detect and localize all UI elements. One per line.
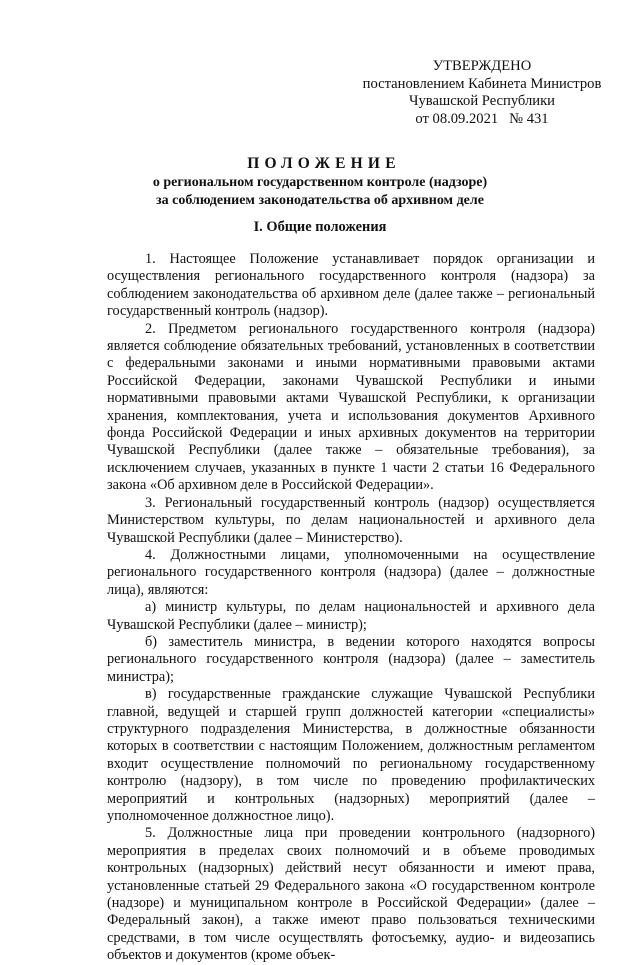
paragraph: 3. Региональный государственный контроль (надзор) осуществляется Министерством культуры, по делам национальностей и архивного дела Чувашской Республики (далее – Министерство). — [107, 494, 595, 546]
document-body — [107, 251, 595, 965]
document-subtitle-line: о региональном государственном контроле (надзоре) — [152, 175, 488, 190]
list-item: а) министр культуры, по делам национальностей и архивного дела Чувашской Республики (далее – министр); — [107, 599, 595, 633]
approval-line: УТВЕРЖДЕНО — [432, 58, 532, 74]
section-heading: I. Общие положения — [253, 219, 387, 235]
approval-line: Чувашской Республики — [409, 93, 555, 109]
paragraph: 5. Должностные лица при проведении контрольного (надзорного) мероприятия в пределах своих полномочий и в объеме проводимых контрольных (надзорных) действий несут обязанности и имеют права, установленные статьей 29 Федерального закона «О государственном контроле (надзоре) и муниципальном контроле в Российской Федерации» (далее – Федеральный закон), а также имеют право пользоваться техническими средствами, в том числе осуществлять фотосъемку, аудио- и видеозапись объектов и документов (кроме объек- — [107, 825, 595, 964]
approval-line: постановлением Кабинета Министров — [362, 75, 602, 92]
document-title-block — [0, 154, 640, 210]
paragraph: 2. Предметом регионального государственного контроля (надзора) является соблюдение обязательных требований, установленных в соответствии с федеральными законами и иными нормативными правовыми актами Российской Федерации, законами Чувашской Республики и иными нормативными правовыми актами Чувашской Республики, к организации хранения, комплектования, учета и использования документов Архивного фонда Российской Федерации и иных архивных документов на территории Чувашской Республики (далее также – обязательные требования), за исключением случаев, указанных в пункте 1 части 2 статьи 16 Федерального закона «Об архивном деле в Российской Федерации». — [107, 320, 595, 494]
approval-stamp-block — [357, 58, 607, 128]
list-item: б) заместитель министра, в ведении которого находятся вопросы регионального государственного контроля (надзора) (далее – заместитель министра); — [107, 633, 595, 685]
document-subtitle-line: за соблюдением законодательства об архивном деле — [156, 193, 484, 208]
list-item: в) государственные гражданские служащие Чувашской Республики главной, ведущей и старшей групп должностей категории «специалисты» структурного подразделения Министерства, в должностные обязанности которых в соответствии с настоящим Положением, должностным регламентом входит осуществление полномочий по региональному государственному контролю (надзору), в том числе по проведению профилактических мероприятий и контрольных (надзорных) мероприятий (далее – уполномоченное должностное лицо). — [107, 686, 595, 824]
document-title: ПОЛОЖЕНИЕ — [247, 155, 401, 172]
paragraph: 1. Настоящее Положение устанавливает порядок организации и осуществления регионального государственного контроля (надзора) за соблюдением законодательства об архивном деле (далее также – региональный государственный контроль (надзор). — [107, 251, 595, 320]
paragraph: 4. Должностными лицами, уполномоченными на осуществление регионального государственного контроля (надзора) (далее – должностные лица), являются: — [107, 546, 595, 598]
approval-line: от 08.09.2021 № 431 — [415, 110, 549, 127]
